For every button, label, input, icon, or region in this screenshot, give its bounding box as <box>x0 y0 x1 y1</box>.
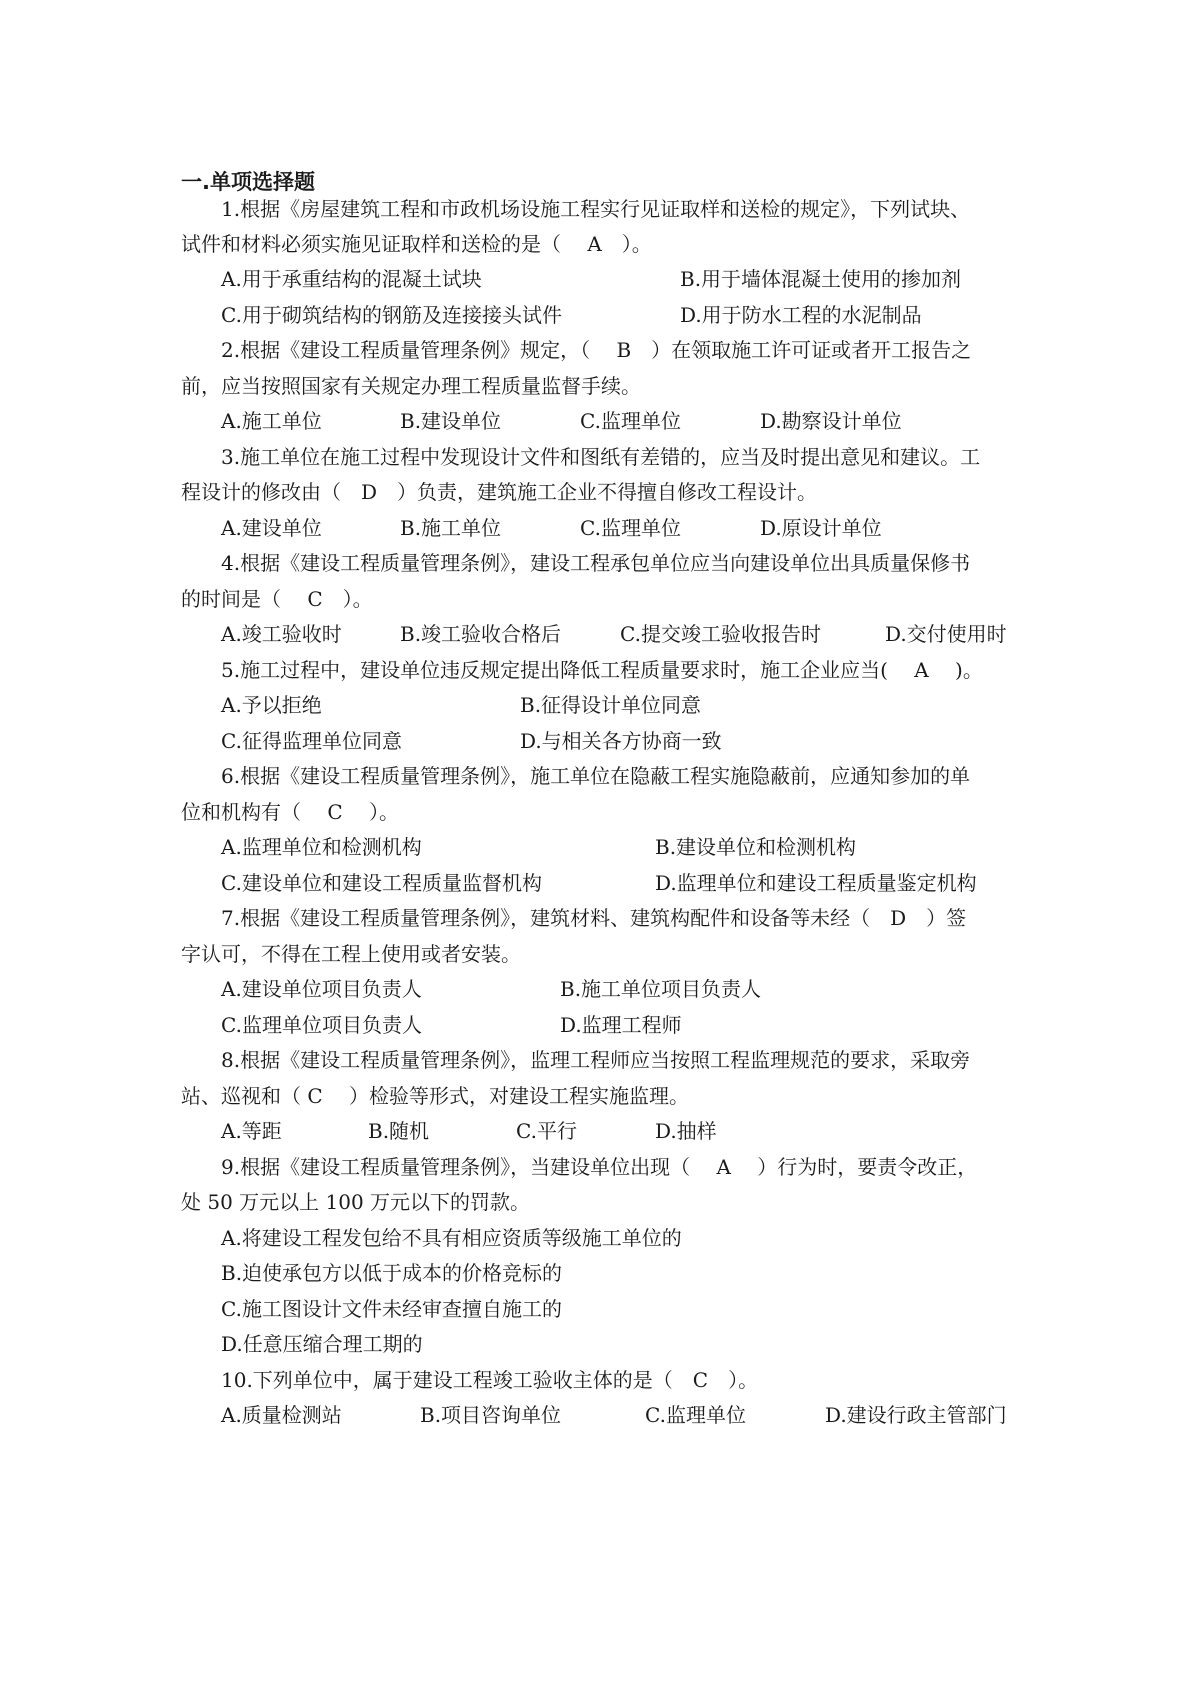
question-6-option-c: C.建设单位和建设工程质量监督机构 <box>221 871 542 895</box>
question-6-option-a: A.监理单位和检测机构 <box>221 835 422 859</box>
question-2-option-c: C.监理单位 <box>580 409 681 433</box>
question-8-option-a: A.等距 <box>221 1119 282 1143</box>
question-7-line-2: 字认可，不得在工程上使用或者安装。 <box>181 942 521 966</box>
question-2-line-1: 2.根据《建设工程质量管理条例》规定，（ B ）在领取施工许可证或者开工报告之 <box>221 338 972 362</box>
question-6-line-2: 位和机构有（ C ）。 <box>181 800 400 824</box>
question-5-line-1: 5.施工过程中，建设单位违反规定提出降低工程质量要求时，施工企业应当( A )。 <box>221 658 983 682</box>
question-4-line-2: 的时间是（ C ）。 <box>181 587 373 611</box>
question-7-option-c: C.监理单位项目负责人 <box>221 1013 422 1037</box>
question-7-option-a: A.建设单位项目负责人 <box>221 977 422 1001</box>
question-8-option-c: C.平行 <box>516 1119 577 1143</box>
question-9-option-b: B.迫使承包方以低于成本的价格竞标的 <box>221 1261 563 1285</box>
question-5-option-a: A.予以拒绝 <box>221 693 322 717</box>
question-9-option-d: D.任意压缩合理工期的 <box>221 1332 423 1356</box>
question-3-option-b: B.施工单位 <box>400 516 502 540</box>
section-title: 一.单项选择题 <box>181 170 315 194</box>
question-9-line-2: 处 50 万元以上 100 万元以下的罚款。 <box>181 1190 531 1214</box>
question-1-option-d: D.用于防水工程的水泥制品 <box>680 303 922 327</box>
question-1-option-a: A.用于承重结构的混凝土试块 <box>221 267 482 291</box>
question-10-option-a: A.质量检测站 <box>221 1403 342 1427</box>
question-2-option-b: B.建设单位 <box>400 409 502 433</box>
question-3-option-c: C.监理单位 <box>580 516 681 540</box>
question-1-line-2: 试件和材料必须实施见证取样和送检的是（ A ）。 <box>181 232 652 256</box>
question-8-option-d: D.抽样 <box>655 1119 717 1143</box>
question-5-option-c: C.征得监理单位同意 <box>221 729 402 753</box>
question-5-option-b: B.征得设计单位同意 <box>520 693 702 717</box>
question-4-option-d: D.交付使用时 <box>885 622 1007 646</box>
question-2-option-d: D.勘察设计单位 <box>760 409 902 433</box>
question-9-option-a: A.将建设工程发包给不具有相应资质等级施工单位的 <box>221 1226 682 1250</box>
question-9-option-c: C.施工图设计文件未经审查擅自施工的 <box>221 1297 562 1321</box>
question-10-option-d: D.建设行政主管部门 <box>825 1403 1007 1427</box>
question-4-line-1: 4.根据《建设工程质量管理条例》，建设工程承包单位应当向建设单位出具质量保修书 <box>221 551 971 575</box>
question-1-option-b: B.用于墙体混凝土使用的掺加剂 <box>680 267 962 291</box>
question-7-option-d: D.监理工程师 <box>560 1013 682 1037</box>
question-3-option-a: A.建设单位 <box>221 516 322 540</box>
question-1-line-1: 1.根据《房屋建筑工程和市政机场设施工程实行见证取样和送检的规定》，下列试块、 <box>221 197 971 221</box>
question-2-option-a: A.施工单位 <box>221 409 322 433</box>
question-3-option-d: D.原设计单位 <box>760 516 882 540</box>
question-10-option-b: B.项目咨询单位 <box>420 1403 562 1427</box>
question-3-line-1: 3.施工单位在施工过程中发现设计文件和图纸有差错的，应当及时提出意见和建议。工 <box>221 445 981 469</box>
question-1-option-c: C.用于砌筑结构的钢筋及连接接头试件 <box>221 303 562 327</box>
question-8-line-2: 站、巡视和（ C ）检验等形式，对建设工程实施监理。 <box>181 1084 690 1108</box>
question-3-line-2: 程设计的修改由（ D ）负责，建筑施工企业不得擅自修改工程设计。 <box>181 480 818 504</box>
question-10-option-c: C.监理单位 <box>645 1403 746 1427</box>
question-4-option-a: A.竣工验收时 <box>221 622 342 646</box>
question-2-line-2: 前，应当按照国家有关规定办理工程质量监督手续。 <box>181 374 641 398</box>
question-4-option-b: B.竣工验收合格后 <box>400 622 562 646</box>
question-10-line-1: 10.下列单位中，属于建设工程竣工验收主体的是（ C ）。 <box>221 1368 759 1392</box>
question-5-option-d: D.与相关各方协商一致 <box>520 729 722 753</box>
question-8-option-b: B.随机 <box>368 1119 430 1143</box>
question-6-option-d: D.监理单位和建设工程质量鉴定机构 <box>655 871 977 895</box>
question-7-option-b: B.施工单位项目负责人 <box>560 977 762 1001</box>
question-6-option-b: B.建设单位和检测机构 <box>655 835 857 859</box>
question-7-line-1: 7.根据《建设工程质量管理条例》，建筑材料、建筑构配件和设备等未经（ D ）签 <box>221 906 967 930</box>
question-8-line-1: 8.根据《建设工程质量管理条例》，监理工程师应当按照工程监理规范的要求，采取旁 <box>221 1048 971 1072</box>
question-6-line-1: 6.根据《建设工程质量管理条例》，施工单位在隐蔽工程实施隐蔽前，应通知参加的单 <box>221 764 971 788</box>
question-4-option-c: C.提交竣工验收报告时 <box>620 622 821 646</box>
question-9-line-1: 9.根据《建设工程质量管理条例》，当建设单位出现（ A ）行为时，要责令改正， <box>221 1155 978 1179</box>
